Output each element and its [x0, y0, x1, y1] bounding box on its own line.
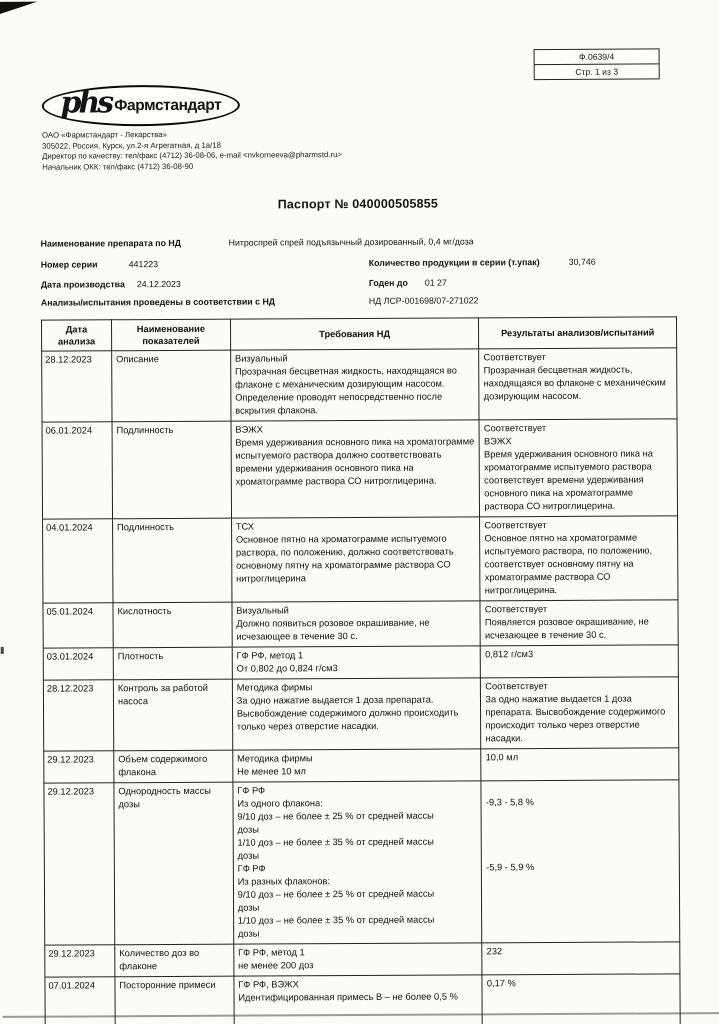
- analysis-table-wrap: [41, 316, 681, 1024]
- indicator-cell: Контроль за работой насоса: [113, 679, 232, 751]
- analysis-date-cell: 29.12.2023: [44, 783, 115, 945]
- prod-date-value: 24.12.2023: [136, 278, 181, 290]
- requirement-cell: Визуальный Должно появиться розовое окрашивание, не исчезающее в течение 30 с.: [232, 601, 481, 647]
- analysis-date-cell: 29.12.2023: [45, 945, 115, 977]
- form-code: Ф.0639/4: [578, 51, 615, 62]
- table-row: [45, 942, 680, 977]
- form-code-box: [534, 48, 660, 80]
- table-row: [45, 974, 680, 1024]
- company-address: 305022, Россия, Курск, ул.2-я Агрегатная, д 1а/18: [42, 140, 222, 151]
- result-cell: 232: [482, 942, 680, 975]
- logo-phs-icon: phs: [60, 85, 112, 121]
- pharmstandard-logo: [42, 85, 240, 127]
- indicator-cell: Описание: [112, 350, 231, 422]
- table-header-row: [41, 317, 676, 351]
- result-cell: Соответствует Появляется розовое окрашивание, не исчезающее в течение 30 с.: [480, 600, 678, 646]
- result-cell: 0,812 г/см3: [481, 645, 679, 678]
- quantity-label: Количество продукции в серии (т.упак): [368, 257, 540, 268]
- table-row: [44, 780, 680, 945]
- table-row: [42, 419, 677, 519]
- requirement-cell: Визуальный Прозрачная бесцветная жидкость, находящаяся во флаконе с механическим дозирующим насосом. Определение проводят непосредственно после вскрытия флакона.: [230, 349, 479, 421]
- logo-wordmark: Фармстандарт: [114, 96, 222, 114]
- scan-corner-artifact: [0, 2, 37, 15]
- indicator-cell: Подлинность: [112, 421, 231, 519]
- result-cell: Соответствует Прозрачная бесцветная жидкость, находящаяся во флаконе с механическим дозирующим насосом.: [479, 348, 677, 420]
- analysis-table-body: [42, 348, 681, 1024]
- requirement-cell: Методика фирмы Не менее 10 мл: [233, 749, 482, 782]
- requirement-cell: ГФ РФ, ВЭЖХ Идентифицированная примесь В – не более 0,5 %: [234, 975, 483, 1024]
- expiry-label: Годен до: [368, 277, 408, 288]
- passport-fields: [41, 234, 676, 312]
- requirement-cell: ГФ РФ, метод 1 От 0,802 до 0,824 г/см3: [232, 646, 481, 679]
- indicator-cell: Количество доз во флаконе: [115, 944, 234, 977]
- analysis-date-cell: 29.12.2023: [44, 751, 114, 783]
- analysis-date-cell: 04.01.2024: [43, 519, 113, 603]
- analysis-date-cell: 06.01.2024: [42, 422, 112, 519]
- prod-date-label: Дата производства: [40, 279, 125, 290]
- quality-director-contact: Директор по качеству: тел/факс (4712) 36-08-06, e-mail <nvkorneeva@pharmstd.ru>: [42, 150, 342, 161]
- col-header-requirement: Требования НД: [230, 318, 479, 350]
- page-title: Паспорт № 040000505855: [277, 196, 439, 212]
- indicator-cell: Плотность: [113, 647, 232, 680]
- requirement-cell: ТСХ Основное пятно на хроматограмме испытуемого раствора, по положению, должно соответствовать основному пятну на хроматограмме раствора СО нитроглицерина: [231, 517, 480, 602]
- expiry-value: 01 27: [424, 277, 447, 288]
- indicator-cell: Кислотность: [113, 602, 232, 648]
- result-cell: 10,0 мл: [481, 748, 679, 781]
- indicator-cell: Посторонние примеси: [115, 976, 234, 1024]
- nd-value: НД ЛСР-001698/07-271022: [368, 295, 479, 306]
- result-cell: Соответствует За одно нажатие выдается 1 доза препарата. Высвобождение содержимого происходит только через отверстие насадки.: [481, 677, 679, 749]
- analysis-date-cell: 28.12.2023: [43, 680, 113, 751]
- table-row: [43, 677, 678, 751]
- table-row: [43, 600, 678, 648]
- scan-edge-artifact: [1, 647, 4, 654]
- table-row: [42, 348, 677, 422]
- analysis-date-cell: 05.01.2024: [43, 603, 113, 648]
- analysis-date-cell: 28.12.2023: [42, 351, 112, 422]
- quantity-value: 30,746: [568, 256, 596, 267]
- drug-name-value: Нитроспрей спрей подъязычный дозированный, 0,4 мг/доза: [228, 236, 474, 248]
- requirement-cell: ВЭЖХ Время удерживания основного пика на хроматограмме испытуемого раствора должно соответствовать времени удерживания основного пика на хроматограмме раствора СО нитроглицерина.: [231, 420, 480, 518]
- requirement-cell: ГФ РФ Из одного флакона: 9/10 доз – не более ± 25 % от средней массы дозы 1/10 доз – не более ± 35 % от средней массы дозы ГФ РФ Из разных флаконов: 9/10 доз – не более ± 25 % от средней массы дозы 1/10 доз – не более ± 35 % от средней массы дозы: [233, 781, 482, 944]
- analysis-date-cell: 03.01.2024: [43, 648, 113, 680]
- indicator-cell: Подлинность: [112, 518, 231, 603]
- result-cell: Соответствует ВЭЖХ Время удерживания основного пика на хроматограмме испытуемого раствора соответствует времени удерживания основного пика на хроматограмме раствора СО нитроглицерина.: [479, 419, 677, 517]
- indicator-cell: Объем содержимого флакона: [114, 750, 233, 783]
- table-row: [43, 516, 678, 603]
- company-name: ОАО «Фармстандарт - Лекарства»: [41, 130, 167, 140]
- col-header-indicator: Наименование показателей: [111, 319, 230, 351]
- col-header-date: Дата анализа: [41, 320, 111, 351]
- result-cell: -9,3 - 5,8 % -5,9 - 5,9 %: [481, 780, 680, 943]
- company-info-block: [42, 129, 342, 173]
- requirement-cell: Методика фирмы За одно нажатие выдается 1 доза препарата. Высвобождение содержимого должно происходить только через отверстие насадки.: [232, 678, 481, 750]
- analysis-date-cell: 07.01.2024: [45, 977, 115, 1024]
- series-label: Номер серии: [40, 259, 98, 270]
- page-number: Стр. 1 из 3: [535, 63, 659, 79]
- table-row: [44, 748, 679, 783]
- okk-head-contact: Начальник ОКК: тел/факс (4712) 36-08-90: [42, 161, 194, 172]
- analyses-label: Анализы/испытания проведены в соответствии с НД: [40, 296, 276, 308]
- result-cell: 0,17 %: [482, 974, 680, 1024]
- series-value: 441223: [128, 259, 159, 270]
- table-row: [43, 645, 678, 680]
- result-cell: Соответствует Основное пятно на хроматограмме испытуемого раствора, по положению, соответствует основному пятну на хроматограмме раствора СО нитроглицерина.: [480, 516, 678, 601]
- drug-name-label: Наименование препарата по НД: [40, 237, 182, 249]
- col-header-result: Результаты анализов/испытаний: [479, 317, 677, 349]
- requirement-cell: ГФ РФ, метод 1 не менее 200 доз: [234, 943, 483, 976]
- indicator-cell: Однородность массы дозы: [114, 782, 234, 945]
- field-row-analyses: [41, 293, 676, 312]
- analysis-table: [41, 316, 681, 1024]
